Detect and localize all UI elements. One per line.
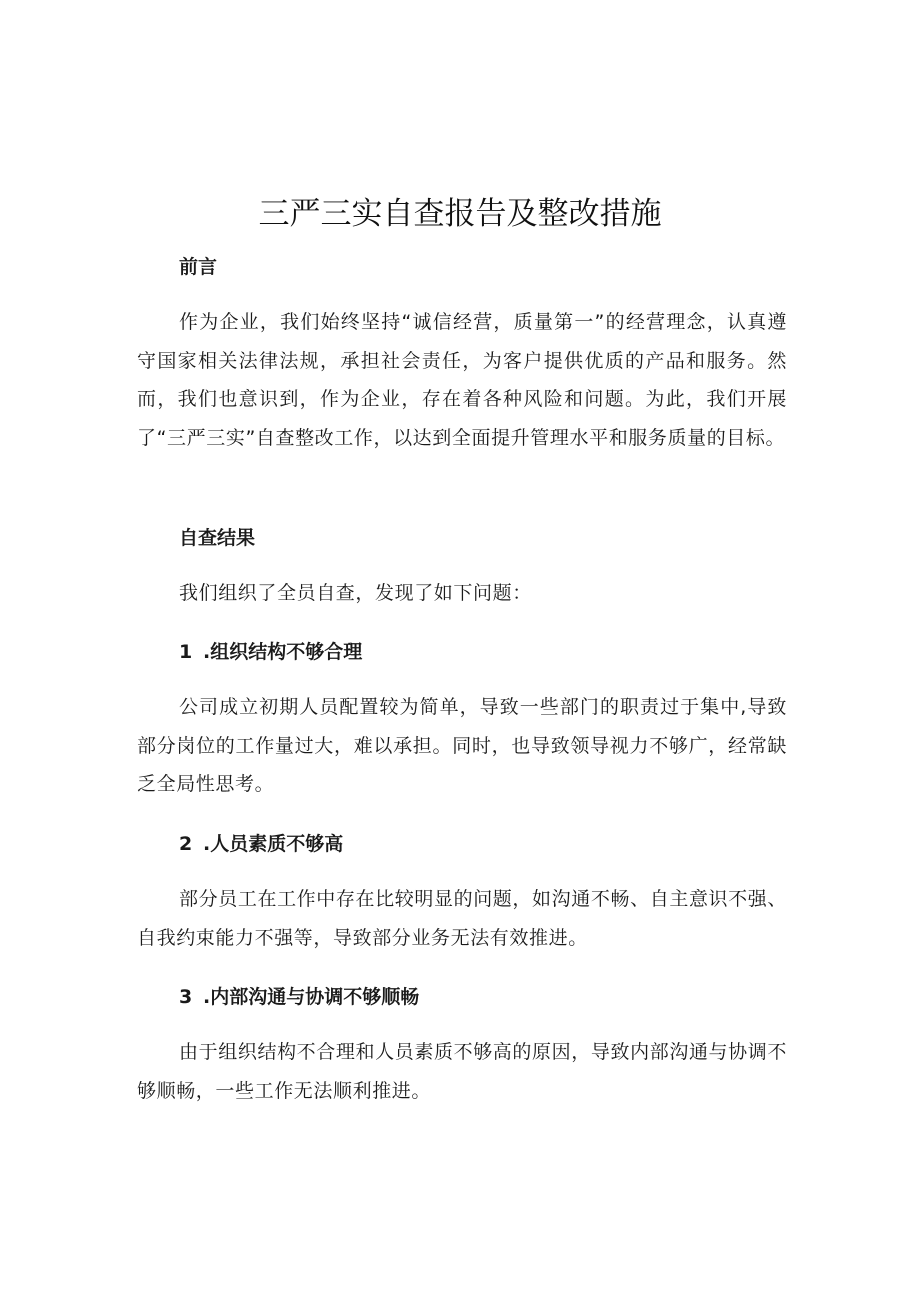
issue-title: .人员素质不够高: [203, 833, 344, 855]
issue-number: 3: [179, 986, 193, 1008]
issue-paragraph-2: 部分员工在工作中存在比较明显的问题，如沟通不畅、自主意识不强、自我约束能力不强等，导致部分业务无法有效推进。: [137, 888, 787, 949]
issue-title: .组织结构不够合理: [203, 641, 363, 663]
issue-heading-2: [179, 831, 343, 857]
issue-paragraph-1: 公司成立初期人员配置较为简单，导致一些部门的职责过于集中,导致部分岗位的工作量过大，难以承担。同时，也导致领导视力不够广，经常缺乏全局性思考。: [137, 696, 787, 795]
document-title: 三严三实自查报告及整改措施: [258, 196, 662, 232]
section-heading-preface: 前言: [179, 256, 218, 278]
preface-paragraph: 作为企业，我们始终坚持“诚信经营，质量第一”的经营理念，认真遵守国家相关法律法规，承担社会责任，为客户提供优质的产品和服务。然而，我们也意识到，作为企业，存在着各种风险和问题。为此，我们开展了“三严三实”自查整改工作，以达到全面提升管理水平和服务质量的目标。: [137, 311, 787, 449]
issue-heading-1: [179, 639, 362, 665]
section-heading-results: 自查结果: [179, 527, 256, 549]
issue-number: 2: [179, 833, 193, 855]
results-intro-paragraph: 我们组织了全员自查，发现了如下问题：: [179, 582, 532, 604]
issue-number: 1: [179, 641, 193, 663]
issue-paragraph-3: 由于组织结构不合理和人员素质不够高的原因，导致内部沟通与协调不够顺畅，一些工作无法顺利推进。: [137, 1041, 787, 1102]
issue-heading-3: [179, 984, 419, 1010]
issue-title: .内部沟通与协调不够顺畅: [203, 986, 420, 1008]
